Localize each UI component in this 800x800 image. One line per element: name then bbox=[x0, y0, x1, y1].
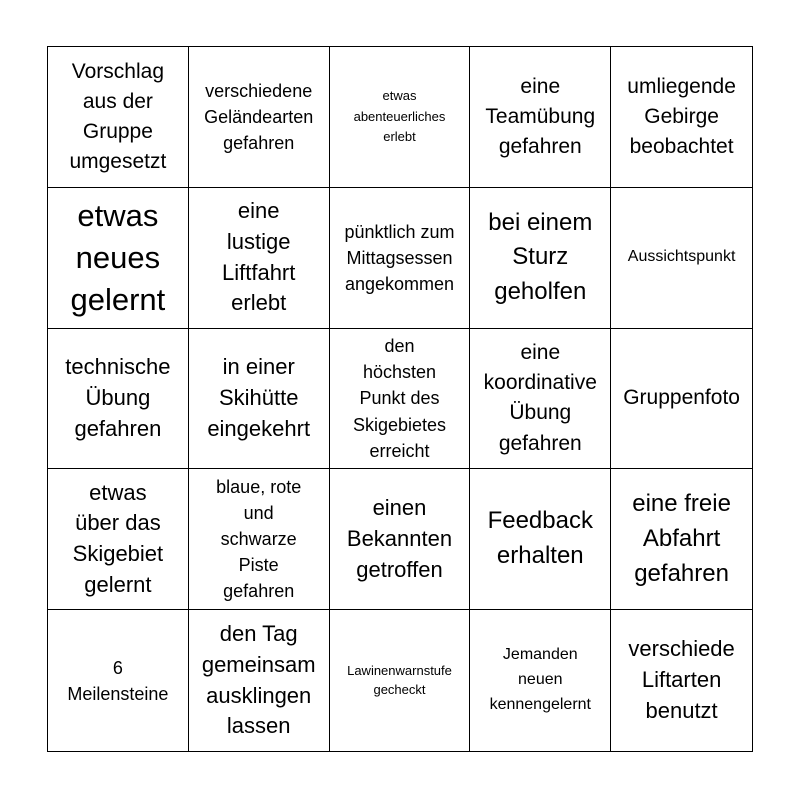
bingo-cell-text: etwas abenteuerliches erlebt bbox=[353, 87, 446, 145]
bingo-cell-text: in einer Skihütte eingekehrt bbox=[207, 354, 311, 441]
bingo-cell-text: bei einem Sturz geholfen bbox=[488, 208, 593, 306]
bingo-cell[interactable] bbox=[470, 610, 611, 751]
bingo-cell-text: technische Übung gefahren bbox=[65, 354, 171, 441]
bingo-cell[interactable] bbox=[189, 469, 330, 610]
bingo-cell-text: pünktlich zum Mittagsessen angekommen bbox=[344, 221, 455, 294]
bingo-cell-text: verschiede Liftarten benutzt bbox=[628, 636, 735, 723]
bingo-cell-text: blaue, rote und schwarze Piste gefahren bbox=[216, 477, 302, 602]
bingo-cell[interactable] bbox=[330, 329, 471, 470]
bingo-board bbox=[47, 46, 753, 752]
bingo-cell[interactable] bbox=[330, 47, 471, 188]
bingo-cell-text: Aussichtspunkt bbox=[627, 248, 736, 266]
bingo-cell-text: umliegende Gebirge beobachtet bbox=[627, 74, 736, 158]
bingo-cell-text: verschiedene Geländearten gefahren bbox=[204, 80, 314, 153]
bingo-cell-text: Gruppenfoto bbox=[623, 386, 740, 410]
bingo-cell[interactable] bbox=[189, 329, 330, 470]
bingo-cell[interactable] bbox=[189, 610, 330, 751]
bingo-cell-text: den Tag gemeinsam ausklingen lassen bbox=[201, 621, 316, 739]
bingo-cell[interactable] bbox=[48, 469, 189, 610]
bingo-cell-text: eine koordinative Übung gefahren bbox=[483, 341, 597, 455]
bingo-cell-text: Jemanden neuen kennengelernt bbox=[489, 646, 591, 713]
bingo-cell[interactable] bbox=[470, 188, 611, 329]
bingo-cell-text: etwas neues gelernt bbox=[70, 197, 166, 317]
bingo-cell-text: Feedback erhalten bbox=[487, 507, 593, 570]
bingo-cell[interactable] bbox=[48, 47, 189, 188]
bingo-cell-text: 6 Meilensteine bbox=[67, 657, 169, 704]
bingo-cell[interactable] bbox=[189, 47, 330, 188]
bingo-cell[interactable] bbox=[48, 610, 189, 751]
bingo-cell[interactable] bbox=[611, 610, 752, 751]
bingo-cell[interactable] bbox=[48, 329, 189, 470]
bingo-cell-text: etwas über das Skigebiet gelernt bbox=[72, 479, 164, 598]
bingo-cell[interactable] bbox=[189, 188, 330, 329]
bingo-cell[interactable] bbox=[330, 610, 471, 751]
bingo-cell-text: eine Teamübung gefahren bbox=[485, 74, 596, 158]
bingo-cell[interactable] bbox=[470, 329, 611, 470]
bingo-cell-text: Vorschlag aus der Gruppe umgesetzt bbox=[69, 59, 167, 173]
bingo-cell[interactable] bbox=[330, 469, 471, 610]
bingo-cell-text: den höchsten Punkt des Skigebietes erreicht bbox=[352, 336, 447, 461]
bingo-cell[interactable] bbox=[470, 469, 611, 610]
bingo-cell[interactable] bbox=[48, 188, 189, 329]
bingo-cell[interactable] bbox=[611, 469, 752, 610]
bingo-cell[interactable] bbox=[611, 329, 752, 470]
bingo-cell[interactable] bbox=[330, 188, 471, 329]
bingo-cell-text: eine lustige Liftfahrt erlebt bbox=[222, 198, 296, 316]
bingo-cell-text: eine freie Abfahrt gefahren bbox=[632, 490, 731, 587]
bingo-cell[interactable] bbox=[611, 188, 752, 329]
bingo-cell[interactable] bbox=[470, 47, 611, 188]
bingo-cell-text: Lawinenwarnstufe gecheckt bbox=[347, 663, 452, 697]
bingo-cell-text: einen Bekannten getroffen bbox=[346, 495, 453, 582]
bingo-cell[interactable] bbox=[611, 47, 752, 188]
